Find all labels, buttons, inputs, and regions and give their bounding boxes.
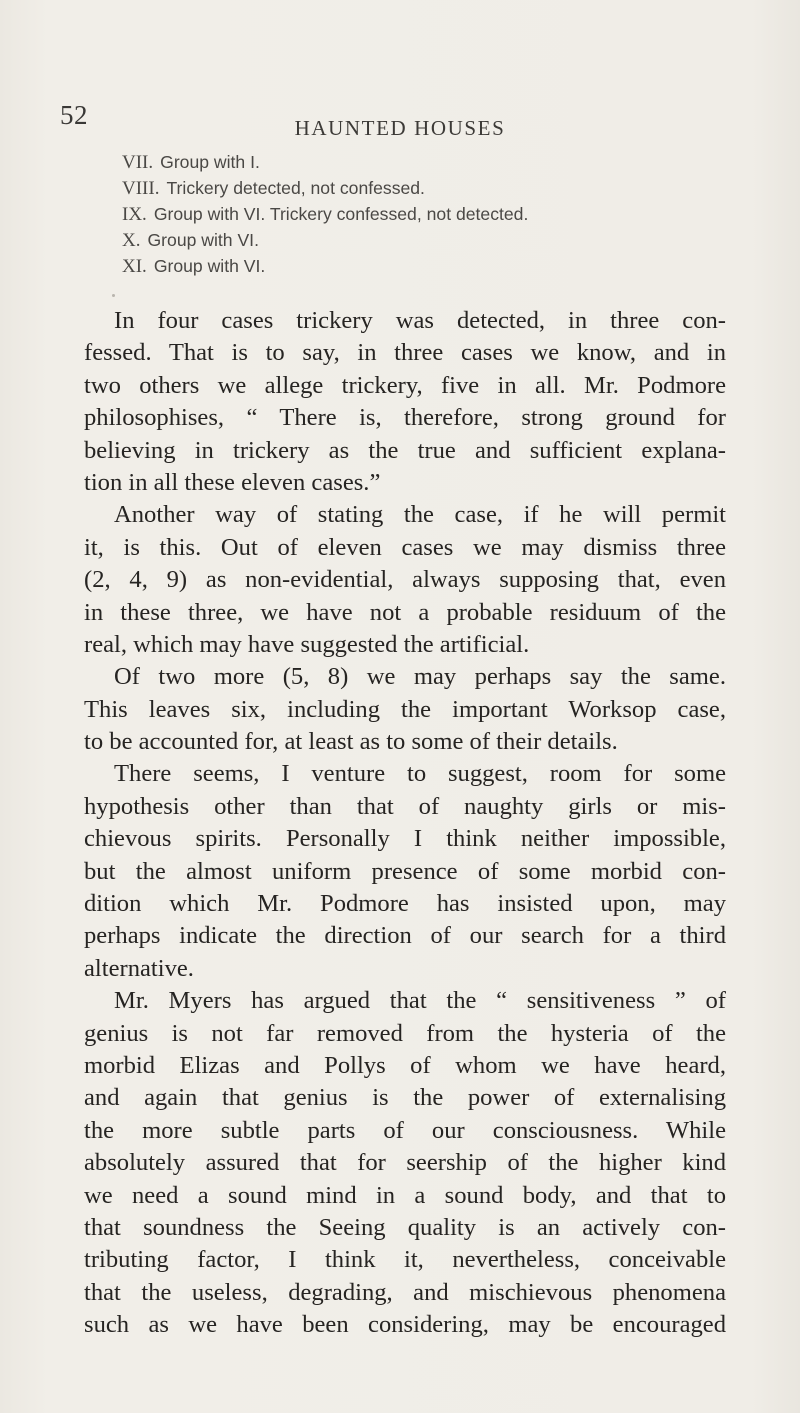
text-line: genius is not far removed from the hysteria of the xyxy=(84,1019,726,1047)
case-list-item xyxy=(122,253,762,279)
text-line: fessed. That is to say, in three cases we know, and in xyxy=(84,339,726,367)
text-line: to be accounted for, at least as to some of their details. xyxy=(84,728,618,756)
text-line: There seems, I venture to suggest, room for some xyxy=(114,760,726,788)
text-line: believing in trickery as the true and sufficient explana- xyxy=(84,436,726,464)
case-list-item xyxy=(122,149,762,175)
text-line: absolutely assured that for seership of the higher kind xyxy=(84,1149,726,1177)
text-line: perhaps indicate the direction of our search for a third xyxy=(84,922,726,950)
case-numeral: X. xyxy=(122,230,141,251)
case-numeral: VII. xyxy=(122,152,154,173)
text-line: This leaves six, including the important Worksop case, xyxy=(84,695,726,723)
text-line: chievous spirits. Personally I think neither impossible, xyxy=(84,825,726,853)
text-line: In four cases trickery was detected, in three con- xyxy=(114,307,726,334)
text-line: alternative. xyxy=(84,954,194,982)
text-line: dition which Mr. Podmore has insisted upon, may xyxy=(84,890,726,918)
case-text: Group with VI. xyxy=(147,230,259,250)
case-text: Group with VI. xyxy=(153,256,266,276)
case-list-item xyxy=(122,227,762,253)
paper-speck xyxy=(112,294,115,297)
case-text: Trickery detected, not confessed. xyxy=(166,178,425,198)
case-list xyxy=(122,149,762,279)
text-line: tributing factor, I think it, nevertheless, conceivable xyxy=(84,1246,726,1274)
text-line: that soundness the Seeing quality is an actively con- xyxy=(84,1213,726,1241)
text-line: (2, 4, 9) as non-evidential, always supposing that, even xyxy=(84,566,726,594)
body-text xyxy=(84,305,726,1342)
text-line: real, which may have suggested the artificial. xyxy=(84,630,530,658)
text-line: hypothesis other than that of naughty girls or mis- xyxy=(84,792,726,820)
case-text: Group with VI. Trickery confessed, not detected. xyxy=(153,204,529,224)
text-line: the more subtle parts of our consciousness. While xyxy=(84,1116,726,1144)
text-line: morbid Elizas and Pollys of whom we have heard, xyxy=(84,1051,726,1079)
text-line: Another way of stating the case, if he will permit xyxy=(114,501,726,529)
text-line: tion in all these eleven cases.” xyxy=(84,468,381,496)
case-numeral: IX. xyxy=(122,204,147,225)
text-line: two others we allege trickery, five in all. Mr. Podmore xyxy=(84,371,726,399)
case-list-item xyxy=(122,201,762,227)
running-head: HAUNTED HOUSES xyxy=(294,116,506,140)
text-line: Mr. Myers has argued that the “ sensitiveness ” of xyxy=(114,987,726,1015)
text-line: in these three, we have not a probable residuum of the xyxy=(84,598,726,626)
text-line: but the almost uniform presence of some morbid con- xyxy=(84,857,726,885)
case-text: Group with I. xyxy=(160,152,260,172)
case-list-item xyxy=(122,175,762,201)
text-line: it, is this. Out of eleven cases we may dismiss three xyxy=(84,533,726,561)
case-numeral: XI. xyxy=(122,256,147,277)
page-number: 52 xyxy=(60,100,88,130)
text-line: we need a sound mind in a sound body, and that to xyxy=(84,1181,726,1209)
text-line: such as we have been considering, may be encouraged xyxy=(84,1311,726,1339)
text-line: philosophises, “ There is, therefore, strong ground for xyxy=(84,404,726,432)
text-line: and again that genius is the power of externalising xyxy=(84,1084,726,1112)
text-line: Of two more (5, 8) we may perhaps say the same. xyxy=(114,663,726,691)
case-numeral: VIII. xyxy=(122,178,160,199)
text-line: that the useless, degrading, and mischievous phenomena xyxy=(84,1278,726,1306)
